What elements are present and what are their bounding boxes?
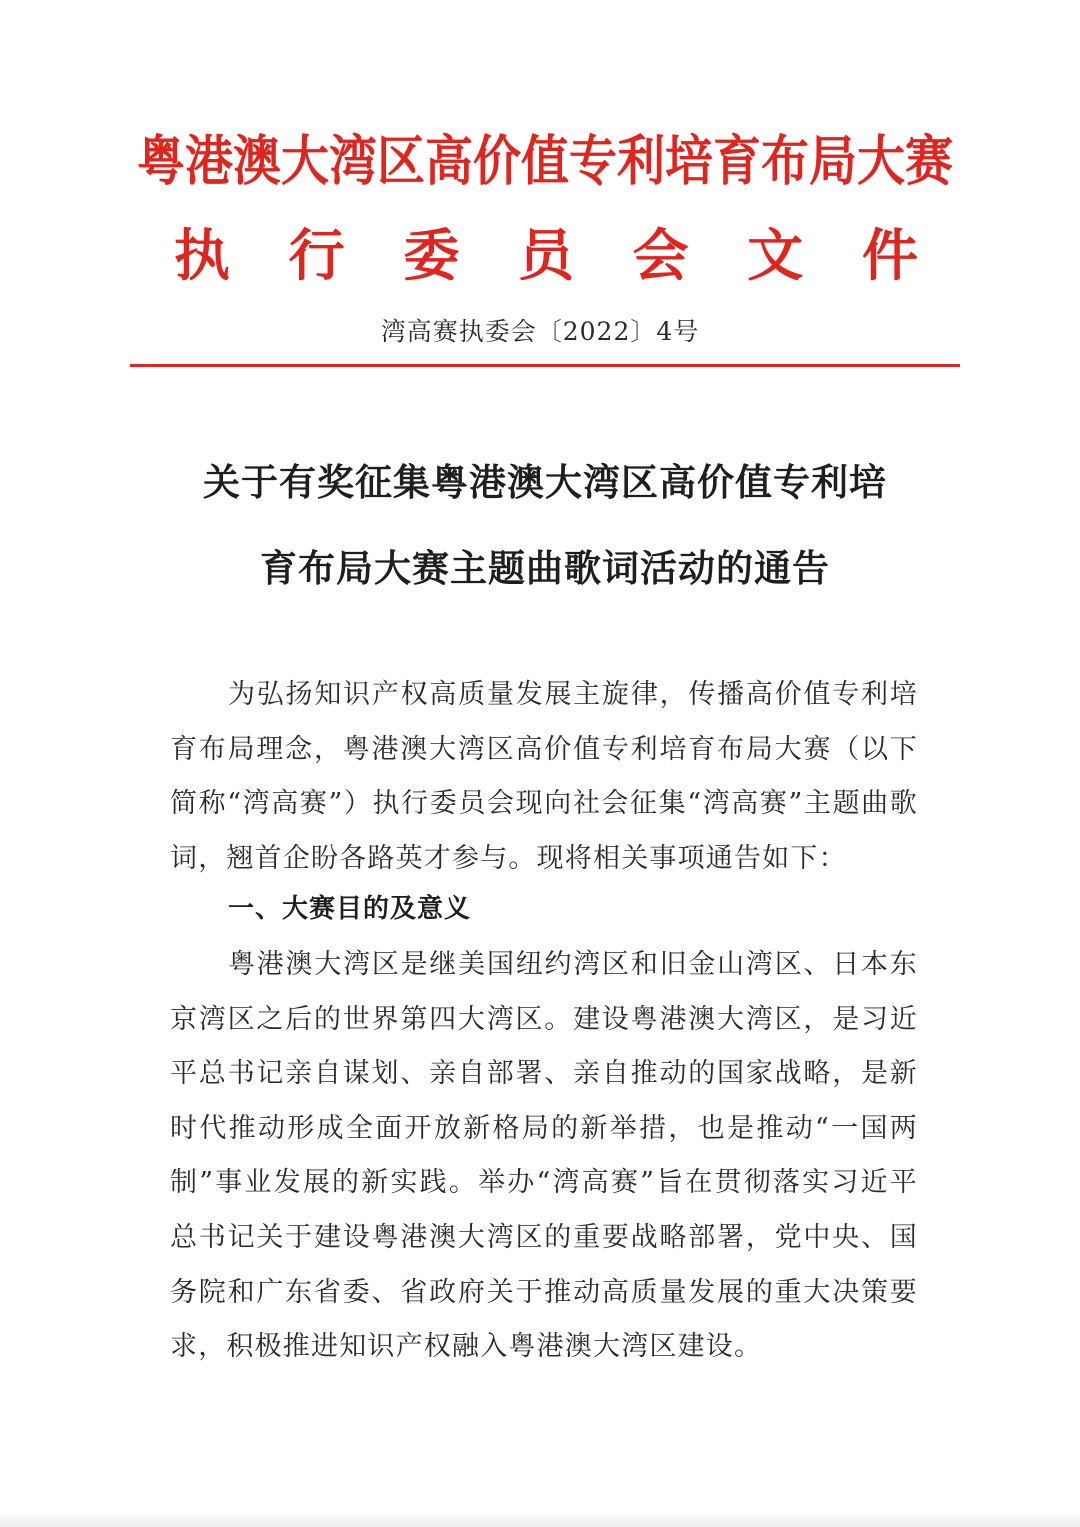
document-type-title	[130, 212, 960, 292]
document-type-char: 文	[747, 224, 804, 289]
document-type-char: 会	[632, 224, 689, 289]
document-type-char: 委	[403, 224, 460, 289]
document-type-char: 行	[288, 224, 345, 289]
document-type-char: 执	[174, 224, 230, 289]
issuing-organization-title: 粤港澳大湾区高价值专利培育布局大赛	[136, 130, 953, 194]
intro-paragraph: 为弘扬知识产权高质量发展主旋律，传播高价值专利培育布局理念，粤港澳大湾区高价值专利培育布局大赛（以下简称“湾高赛”）执行委员会现向社会征集“湾高赛”主题曲歌词，翘首企盼各路英才参与。现将相关事项通告如下：	[170, 679, 918, 874]
document-number: 湾高赛执委会〔2022〕4号	[380, 317, 700, 346]
section-heading: 一、大赛目的及意义	[228, 894, 472, 924]
header-divider	[130, 364, 960, 367]
section-paragraph: 粤港澳大湾区是继美国纽约湾区和旧金山湾区、日本东京湾区之后的世界第四大湾区。建设粤港澳大湾区，是习近平总书记亲自谋划、亲自部署、亲自推动的国家战略，是新时代推动形成全面开放新格局的新举措，也是推动“一国两制”事业发展的新实践。举办“湾高赛”旨在贯彻落实习近平总书记关于建设粤港澳大湾区的重要战略部署，党中央、国务院和广东省委、省政府关于推动高质量发展的重大决策要求，积极推进知识产权融入粤港澳大湾区建设。	[170, 949, 918, 1363]
notice-title-line-2: 育布局大赛主题曲歌词活动的通告	[260, 546, 830, 590]
document-type-char: 件	[861, 224, 918, 289]
page-bottom-edge	[0, 1512, 1080, 1527]
document-type-char: 员	[517, 224, 574, 289]
notice-title-line-1: 关于有奖征集粤港澳大湾区高价值专利培	[203, 460, 887, 504]
